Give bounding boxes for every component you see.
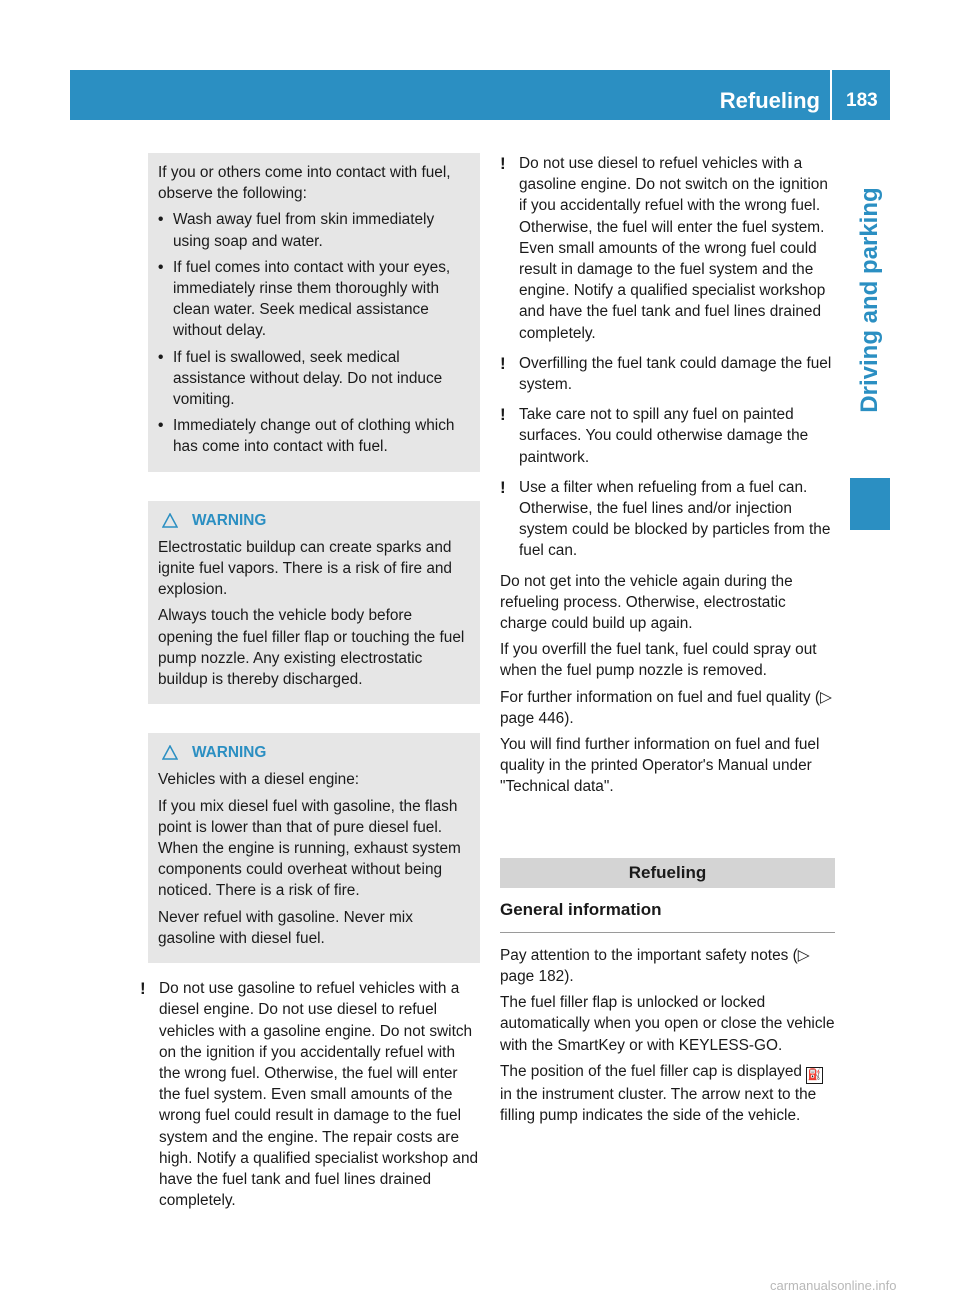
contact-intro: If you or others come into contact with fuel, observe the following:: [158, 164, 451, 203]
body-text: The position of the fuel filler cap is displayed ⛽in the instrument cluster. The arrow next to the filling pump indicates the side of the vehicle.: [500, 1062, 822, 1124]
fuel-contact-box: [148, 153, 480, 472]
footer-watermark: carmanualsonline.info: [770, 1278, 897, 1293]
warning-heading: WARNING: [158, 742, 470, 763]
exclamation-mark-icon: !: [500, 477, 506, 497]
note-item: ! Do not use diesel to refuel vehicles with a gasoline engine. Do not switch on the ignition if you accidentally refuel with the wrong fuel. Otherwise, the fuel will enter the fuel system. Even small amounts of the wrong fuel could result in damage to the fuel system and the engine. Notify a qualified specialist workshop and have the fuel tank and fuel lines drained completely.: [500, 153, 835, 344]
exclamation-mark-icon: !: [140, 979, 146, 999]
exclamation-mark-icon: !: [500, 353, 506, 373]
page-reference[interactable]: For further information on fuel and fuel quality (▷ page 446).: [500, 688, 832, 727]
right-column: [500, 153, 835, 1131]
subheading: General information: [500, 898, 835, 933]
warning-triangle-icon: [162, 513, 178, 528]
warning-box-static: [148, 501, 480, 705]
header-section-title: Refueling: [719, 88, 820, 113]
note-item: ! Overfilling the fuel tank could damage the fuel system.: [500, 353, 835, 395]
left-column: [140, 153, 480, 1220]
note-item: ! Take care not to spill any fuel on painted surfaces. You could otherwise damage the paintwork.: [500, 404, 835, 468]
body-text: Do not get into the vehicle again during the refueling process. Otherwise, electrostatic charge could build up again.: [500, 572, 793, 633]
page-reference[interactable]: Pay attention to the important safety notes (▷ page 182).: [500, 946, 810, 985]
side-tab-label: Driving and parking: [856, 187, 883, 413]
warning-text: If you mix diesel fuel with gasoline, the flash point is lower than that of pure diesel fuel. When the engine is running, exhaust system components could overheat without being noticed. There is a risk of fire.: [158, 797, 461, 900]
warning-box-diesel: [148, 733, 480, 963]
side-tab-marker: [850, 478, 890, 530]
page-number: 183: [846, 90, 878, 111]
body-text: The fuel filler flap is unlocked or locked automatically when you open or close the vehicle with the SmartKey or with KEYLESS-GO.: [500, 994, 835, 1054]
body-text: You will find further information on fuel and fuel quality in the printed Operator's Manual under "Technical data".: [500, 736, 820, 796]
warning-text: Vehicles with a diesel engine:: [158, 771, 360, 789]
warning-text: Always touch the vehicle body before opening the fuel filler flap or touching the fuel pump nozzle. Any existing electrostatic buildup is thereby discharged.: [158, 607, 465, 689]
body-text: If you overfill the fuel tank, fuel could spray out when the fuel pump nozzle is removed.: [500, 641, 817, 680]
list-item: • If fuel comes into contact with your eyes, immediately rinse them thoroughly with clean water. Seek medical assistance without delay.: [158, 258, 451, 340]
side-tab: [850, 125, 890, 475]
note-item: ! Use a filter when refueling from a fuel can. Otherwise, the fuel lines and/or injection system could be blocked by particles from the fuel can.: [500, 477, 835, 562]
list-item: • Immediately change out of clothing which has come into contact with fuel.: [158, 417, 455, 456]
exclamation-mark-icon: !: [500, 405, 506, 425]
note-diesel-gasoline: ! Do not use gasoline to refuel vehicles with a diesel engine. Do not use diesel to refuel vehicles with a gasoline engine. Do not switch on the ignition if you accidentally refuel with the wrong fuel. Otherwise, the fuel will enter the fuel system. Even small amounts of the wrong fuel could result in damage to the fuel system and the engine. The repair costs are high. Notify a qualified specialist workshop and have the fuel tank and fuel lines drained completely.: [140, 978, 480, 1211]
warning-text: Electrostatic buildup can create sparks and ignite fuel vapors. There is a risk of fire and explosion.: [158, 538, 452, 599]
fuel-pump-icon: ⛽: [806, 1067, 823, 1084]
header-divider: [830, 70, 832, 120]
list-item: • Wash away fuel from skin immediately using soap and water.: [158, 211, 435, 250]
section-title: Refueling: [500, 858, 835, 888]
list-item: • If fuel is swallowed, seek medical assistance without delay. Do not induce vomiting.: [158, 348, 443, 409]
warning-triangle-icon: [162, 745, 178, 760]
exclamation-mark-icon: !: [500, 154, 506, 173]
warning-heading: WARNING: [158, 510, 470, 531]
warning-text: Never refuel with gasoline. Never mix gasoline with diesel fuel.: [158, 908, 413, 947]
